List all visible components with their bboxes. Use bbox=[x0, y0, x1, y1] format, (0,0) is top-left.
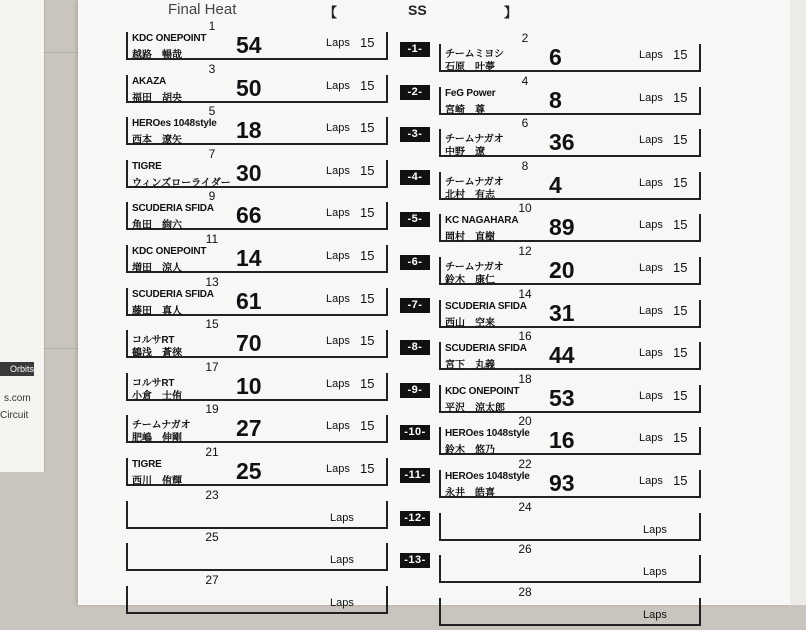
laps-value: 15 bbox=[360, 247, 375, 263]
laps-label: Laps bbox=[643, 523, 667, 536]
entry-box bbox=[439, 214, 701, 242]
team-name: KDC ONEPOINT bbox=[132, 245, 207, 257]
laps-label: Laps bbox=[639, 219, 663, 232]
car-number: 70 bbox=[236, 330, 262, 357]
entry-box bbox=[126, 458, 388, 486]
grid-position: 2 bbox=[521, 31, 529, 45]
grid-position: 12 bbox=[518, 243, 532, 258]
car-number: 8 bbox=[549, 86, 562, 113]
grid-position: 8 bbox=[521, 158, 529, 173]
laps-value: 15 bbox=[673, 174, 688, 190]
driver-name: 角田 絢六 bbox=[132, 220, 182, 232]
driver-name: 鈴木 悠乃 bbox=[445, 445, 495, 457]
grid-slot bbox=[439, 542, 701, 588]
grid-row-badge: -11- bbox=[400, 468, 430, 483]
grid-row-badge: -9- bbox=[400, 383, 430, 398]
grid-position: 18 bbox=[518, 371, 532, 386]
grid-slot bbox=[439, 414, 701, 460]
grid-slot bbox=[126, 487, 388, 534]
grid-slot bbox=[126, 61, 388, 108]
grid-position: 19 bbox=[205, 402, 219, 417]
grid-slot bbox=[126, 444, 388, 491]
driver-name: 越路 暢哉 bbox=[132, 50, 182, 61]
grid-position: 1 bbox=[208, 19, 216, 33]
entry-box bbox=[439, 300, 701, 328]
laps-label: Laps bbox=[643, 608, 667, 621]
grid-slot bbox=[439, 584, 701, 630]
entry-box bbox=[439, 172, 701, 200]
laps-label: Laps bbox=[326, 207, 350, 220]
team-name: SCUDERIA SFIDA bbox=[132, 288, 214, 300]
laps-value: 15 bbox=[673, 345, 688, 361]
driver-name: 西川 侑輝 bbox=[132, 475, 182, 487]
laps-value: 15 bbox=[360, 333, 375, 349]
car-number: 14 bbox=[236, 244, 262, 271]
car-number: 31 bbox=[549, 299, 575, 326]
laps-label: Laps bbox=[330, 554, 354, 567]
entry-box bbox=[126, 501, 388, 529]
left-paper-text-2: s.com bbox=[4, 393, 31, 404]
driver-name: 中野 遼 bbox=[445, 147, 485, 159]
entry-box bbox=[126, 32, 388, 60]
driver-name: ウィンズローライダー bbox=[132, 177, 231, 189]
laps-label: Laps bbox=[639, 304, 663, 317]
grid-row-badge: -8- bbox=[400, 340, 430, 355]
car-number: 20 bbox=[549, 256, 575, 283]
team-name: HEROes 1048style bbox=[132, 118, 217, 130]
laps-value: 15 bbox=[673, 217, 688, 233]
grid-position: 6 bbox=[521, 116, 529, 131]
grid-position: 22 bbox=[518, 456, 532, 471]
grid-position: 10 bbox=[518, 201, 532, 216]
laps-label: Laps bbox=[326, 377, 350, 390]
grid-row-badge: -2- bbox=[400, 85, 430, 100]
car-number: 25 bbox=[236, 457, 262, 484]
laps-value: 15 bbox=[360, 460, 375, 476]
laps-label: Laps bbox=[326, 335, 350, 348]
car-number: 93 bbox=[549, 469, 575, 496]
team-name: FeG Power bbox=[445, 87, 496, 99]
grid-position: 27 bbox=[205, 572, 219, 587]
entry-box bbox=[126, 543, 388, 571]
grid-position: 4 bbox=[521, 73, 529, 88]
entry-box bbox=[126, 330, 388, 358]
driver-name: 北村 有志 bbox=[445, 189, 495, 201]
entry-box bbox=[126, 586, 388, 614]
laps-value: 15 bbox=[360, 77, 375, 93]
bracket-open: 【 bbox=[324, 5, 338, 20]
laps-label: Laps bbox=[330, 511, 354, 524]
car-number: 16 bbox=[549, 427, 575, 454]
driver-name: 藤田 真人 bbox=[132, 305, 182, 317]
grid-slot bbox=[126, 189, 388, 235]
driver-name: 西山 空来 bbox=[445, 317, 495, 329]
grid-slot bbox=[126, 231, 388, 278]
laps-value: 15 bbox=[673, 387, 688, 403]
sheet-title: Final Heat bbox=[168, 1, 237, 18]
laps-label: Laps bbox=[326, 79, 350, 92]
laps-label: Laps bbox=[639, 432, 663, 445]
grid-position: 3 bbox=[208, 61, 216, 76]
grid-slot bbox=[439, 243, 701, 290]
grid-row-badge: -1- bbox=[400, 42, 430, 57]
entry-box bbox=[126, 288, 388, 316]
team-name: TIGRE bbox=[132, 458, 162, 470]
grid-position: 13 bbox=[205, 274, 219, 289]
class-code: SS bbox=[408, 2, 427, 18]
driver-name: 宮下 丸義 bbox=[445, 360, 495, 372]
driver-name: 平沢 涼太郎 bbox=[445, 402, 505, 414]
grid-position: 20 bbox=[518, 414, 532, 429]
laps-value: 15 bbox=[360, 290, 375, 306]
grid-column-left bbox=[126, 19, 388, 618]
car-number: 44 bbox=[549, 342, 575, 369]
entry-box bbox=[439, 129, 701, 157]
laps-value: 15 bbox=[673, 430, 688, 446]
car-number: 89 bbox=[549, 214, 575, 241]
grid-position: 16 bbox=[518, 329, 532, 344]
grid-position: 25 bbox=[205, 530, 219, 545]
grid-row-badge: -3- bbox=[400, 127, 430, 142]
driver-name: 増田 涼人 bbox=[132, 262, 182, 274]
laps-value: 15 bbox=[360, 162, 375, 178]
car-number: 10 bbox=[236, 372, 262, 399]
team-name: チームナガオ bbox=[132, 420, 191, 432]
laps-label: Laps bbox=[326, 462, 350, 475]
driver-name: 鈴木 康仁 bbox=[445, 274, 495, 286]
entry-box bbox=[126, 245, 388, 273]
entry-box bbox=[126, 373, 388, 401]
team-name: SCUDERIA SFIDA bbox=[445, 300, 527, 312]
laps-value: 15 bbox=[360, 35, 375, 50]
grid-slot bbox=[126, 317, 388, 363]
laps-value: 15 bbox=[360, 205, 375, 221]
entry-box bbox=[126, 415, 388, 443]
car-number: 61 bbox=[236, 287, 262, 314]
grid-position: 15 bbox=[205, 317, 219, 332]
grid-slot bbox=[439, 158, 701, 205]
grid-position: 28 bbox=[518, 584, 532, 599]
laps-label: Laps bbox=[326, 122, 350, 135]
entry-box bbox=[126, 160, 388, 188]
laps-value: 15 bbox=[360, 120, 375, 136]
entry-box bbox=[439, 555, 701, 583]
driver-name: 福田 胡央 bbox=[132, 92, 182, 104]
laps-label: Laps bbox=[643, 566, 667, 579]
grid-slot bbox=[439, 286, 701, 333]
laps-label: Laps bbox=[639, 347, 663, 360]
entry-box bbox=[439, 470, 701, 498]
entry-box bbox=[439, 87, 701, 115]
grid-row-badge: -7- bbox=[400, 298, 430, 313]
grid-row-badge: -4- bbox=[400, 170, 430, 185]
grid-slot bbox=[126, 104, 388, 150]
driver-name: 鶴浅 蒼徠 bbox=[132, 348, 182, 360]
driver-name: 肥嶋 伸剛 bbox=[132, 433, 182, 445]
sheet-header bbox=[78, 0, 790, 22]
laps-label: Laps bbox=[330, 596, 354, 609]
grid-slot bbox=[439, 31, 701, 77]
team-name: コルサRT bbox=[132, 335, 175, 347]
laps-value: 15 bbox=[673, 47, 688, 62]
team-name: HEROes 1048style bbox=[445, 428, 530, 440]
grid-slot bbox=[439, 116, 701, 162]
grid-slot bbox=[126, 359, 388, 406]
driver-name: 永井 皓喜 bbox=[445, 487, 495, 499]
grid-slot bbox=[126, 146, 388, 193]
laps-label: Laps bbox=[639, 261, 663, 274]
grid-position: 7 bbox=[208, 146, 216, 161]
starting-grid-sheet bbox=[78, 0, 790, 621]
entry-box bbox=[439, 385, 701, 413]
car-number: 53 bbox=[549, 384, 575, 411]
team-name: TIGRE bbox=[132, 160, 162, 172]
laps-label: Laps bbox=[639, 49, 663, 61]
car-number: 4 bbox=[549, 171, 562, 198]
team-name: SCUDERIA SFIDA bbox=[132, 203, 214, 215]
grid-row-badge: -5- bbox=[400, 212, 430, 227]
team-name: チームナガオ bbox=[445, 176, 504, 188]
entry-box bbox=[439, 257, 701, 285]
team-name: HEROes 1048style bbox=[445, 470, 530, 482]
grid-position: 11 bbox=[205, 231, 219, 246]
laps-label: Laps bbox=[639, 176, 663, 189]
laps-label: Laps bbox=[639, 389, 663, 402]
grid-position: 5 bbox=[208, 104, 216, 119]
laps-label: Laps bbox=[326, 292, 350, 305]
laps-value: 15 bbox=[673, 302, 688, 318]
team-name: KDC ONEPOINT bbox=[445, 385, 520, 397]
grid-slot bbox=[126, 402, 388, 448]
driver-name: 小倉 士侑 bbox=[132, 390, 182, 402]
grid-position: 23 bbox=[205, 487, 219, 502]
laps-label: Laps bbox=[639, 91, 663, 104]
driver-name: 岡村 直樹 bbox=[445, 232, 495, 244]
grid-row-badge: -12- bbox=[400, 511, 430, 526]
left-paper-text-1: Orbits bbox=[10, 364, 35, 374]
laps-value: 15 bbox=[673, 132, 688, 148]
grid-slot bbox=[126, 274, 388, 321]
car-number: 54 bbox=[236, 32, 262, 58]
laps-value: 15 bbox=[673, 259, 688, 275]
entry-box bbox=[439, 598, 701, 626]
laps-value: 15 bbox=[673, 89, 688, 105]
team-name: チームナガオ bbox=[445, 261, 504, 273]
car-number: 50 bbox=[236, 74, 262, 101]
grid-position: 26 bbox=[518, 542, 532, 557]
team-name: コルサRT bbox=[132, 377, 175, 389]
driver-name: 宮崎 尊 bbox=[445, 104, 485, 116]
entry-box bbox=[126, 75, 388, 103]
team-name: AKAZA bbox=[132, 75, 166, 87]
grid-slot bbox=[126, 572, 388, 619]
left-paper-text-3: Circuit bbox=[0, 410, 29, 421]
laps-value: 15 bbox=[673, 472, 688, 488]
car-number: 18 bbox=[236, 117, 262, 144]
bracket-close: 】 bbox=[504, 5, 518, 20]
driver-name: 西本 遼矢 bbox=[132, 135, 182, 147]
laps-value: 15 bbox=[360, 375, 375, 391]
laps-label: Laps bbox=[326, 164, 350, 177]
grid-slot bbox=[439, 73, 701, 120]
car-number: 27 bbox=[236, 415, 262, 442]
grid-position: 21 bbox=[205, 444, 219, 459]
entry-box bbox=[439, 427, 701, 455]
grid-position: 17 bbox=[205, 359, 219, 374]
team-name: KDC ONEPOINT bbox=[132, 33, 207, 44]
entry-box bbox=[439, 44, 701, 72]
grid-row-badge: -10- bbox=[400, 425, 430, 440]
grid-row-badge: -6- bbox=[400, 255, 430, 270]
grid-column-right bbox=[439, 31, 701, 630]
car-number: 36 bbox=[549, 129, 575, 156]
laps-label: Laps bbox=[326, 249, 350, 262]
background-paper-left bbox=[0, 0, 45, 472]
laps-label: Laps bbox=[326, 37, 350, 49]
grid-slot bbox=[439, 201, 701, 247]
grid-slot bbox=[126, 19, 388, 65]
car-number: 30 bbox=[236, 159, 262, 186]
grid-position: 9 bbox=[208, 189, 216, 204]
grid-row-badge: -13- bbox=[400, 553, 430, 568]
entry-box bbox=[439, 342, 701, 370]
car-number: 66 bbox=[236, 202, 262, 229]
laps-value: 15 bbox=[360, 418, 375, 434]
entry-box bbox=[439, 513, 701, 541]
entry-box bbox=[126, 117, 388, 145]
grid-slot bbox=[439, 329, 701, 375]
team-name: SCUDERIA SFIDA bbox=[445, 343, 527, 355]
team-name: KC NAGAHARA bbox=[445, 215, 519, 227]
laps-label: Laps bbox=[326, 420, 350, 433]
laps-label: Laps bbox=[639, 134, 663, 147]
grid-slot bbox=[439, 456, 701, 503]
grid-slot bbox=[439, 371, 701, 418]
laps-label: Laps bbox=[639, 474, 663, 487]
entry-box bbox=[126, 202, 388, 230]
team-name: チームナガオ bbox=[445, 134, 504, 146]
grid-slot bbox=[439, 499, 701, 546]
driver-name: 石原 叶夢 bbox=[445, 62, 495, 73]
grid-position: 24 bbox=[518, 499, 532, 514]
car-number: 6 bbox=[549, 44, 562, 70]
grid-position: 14 bbox=[518, 286, 532, 301]
grid-slot bbox=[126, 530, 388, 576]
team-name: チームミヨシ bbox=[445, 49, 504, 60]
